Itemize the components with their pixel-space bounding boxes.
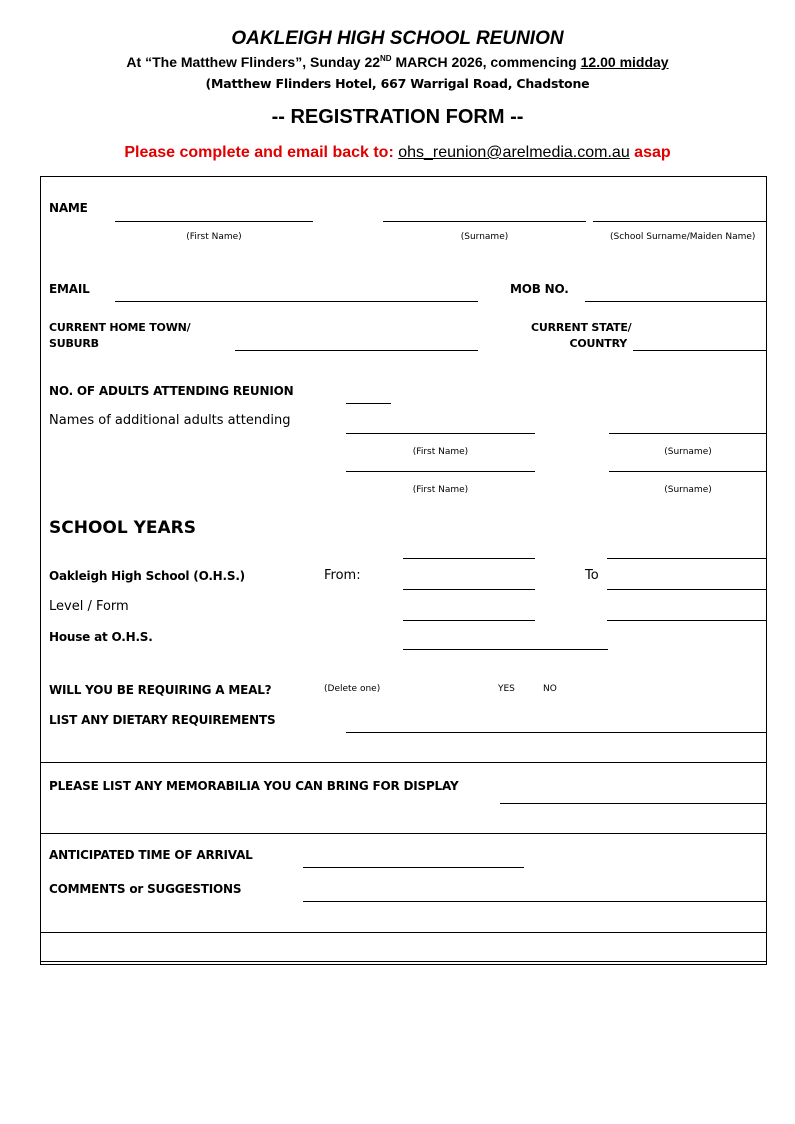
additional-surname-caption-2: (Surname) bbox=[664, 485, 712, 495]
dietary-label: LIST ANY DIETARY REQUIREMENTS bbox=[49, 713, 276, 727]
comments-label: COMMENTS or SUGGESTIONS bbox=[49, 882, 242, 896]
school-years-line-b[interactable] bbox=[607, 558, 767, 559]
from-label: From: bbox=[324, 568, 361, 583]
surname-field[interactable] bbox=[383, 221, 586, 222]
first-name-caption: (First Name) bbox=[186, 232, 242, 242]
adults-attending-label: NO. OF ADULTS ATTENDING REUNION bbox=[49, 384, 294, 398]
additional-first-name-2[interactable] bbox=[346, 471, 535, 472]
house-label: House at O.H.S. bbox=[49, 630, 153, 644]
email-link[interactable]: ohs_reunion@arelmedia.com.au bbox=[398, 144, 630, 161]
from-year-field[interactable] bbox=[403, 589, 535, 590]
memorabilia-field[interactable] bbox=[500, 803, 767, 804]
school-years-line-a[interactable] bbox=[403, 558, 535, 559]
venue-address: (Matthew Flinders Hotel, 667 Warrigal Road, Chadstone bbox=[205, 76, 590, 91]
name-label: NAME bbox=[49, 201, 88, 215]
dietary-field[interactable] bbox=[346, 732, 767, 733]
state-label-line2: COUNTRY bbox=[569, 337, 627, 350]
state-label bbox=[531, 320, 632, 352]
email-field[interactable] bbox=[115, 301, 478, 302]
maiden-name-field[interactable] bbox=[593, 221, 767, 222]
level-form-label: Level / Form bbox=[49, 599, 129, 614]
registration-form-heading: -- REGISTRATION FORM -- bbox=[271, 106, 524, 128]
meal-label: WILL YOU BE REQUIRING A MEAL? bbox=[49, 683, 272, 697]
first-name-field[interactable] bbox=[115, 221, 313, 222]
additional-first-caption-2: (First Name) bbox=[412, 485, 469, 495]
home-town-label bbox=[49, 320, 190, 352]
home-town-label-line1: CURRENT HOME TOWN/ bbox=[49, 321, 191, 334]
additional-surname-caption-1: (Surname) bbox=[664, 447, 712, 457]
additional-surname-2[interactable] bbox=[609, 471, 767, 472]
state-label-line1: CURRENT STATE/ bbox=[531, 321, 632, 334]
event-middle: MARCH 2026, commencing bbox=[391, 54, 581, 70]
home-town-field[interactable] bbox=[235, 350, 478, 351]
email-suffix: asap bbox=[629, 144, 671, 161]
state-country-field[interactable] bbox=[633, 350, 767, 351]
arrival-label: ANTICIPATED TIME OF ARRIVAL bbox=[49, 848, 253, 862]
email-prefix: Please complete and email back to: bbox=[124, 144, 399, 161]
maiden-name-caption: (School Surname/Maiden Name) bbox=[610, 232, 756, 242]
to-year-field[interactable] bbox=[607, 589, 767, 590]
additional-surname-1[interactable] bbox=[609, 433, 767, 434]
arrival-time-field[interactable] bbox=[303, 867, 524, 868]
event-prefix: At “The Matthew Flinders”, Sunday 22 bbox=[126, 54, 381, 70]
comments-field[interactable] bbox=[303, 901, 767, 902]
meal-yes-option[interactable]: YES bbox=[498, 684, 515, 694]
mobile-field[interactable] bbox=[585, 301, 767, 302]
additional-first-name-1[interactable] bbox=[346, 433, 535, 434]
home-town-label-line2: SUBURB bbox=[49, 337, 99, 350]
event-date-suffix: ND bbox=[380, 54, 392, 63]
meal-no-option[interactable]: NO bbox=[543, 684, 557, 694]
level-from-field[interactable] bbox=[403, 620, 535, 621]
additional-first-caption-1: (First Name) bbox=[412, 447, 469, 457]
event-time: 12.00 midday bbox=[580, 54, 669, 70]
email-instruction bbox=[0, 144, 795, 162]
ohs-label: Oakleigh High School (O.H.S.) bbox=[49, 569, 245, 583]
to-label: To bbox=[585, 568, 599, 583]
section-divider-3 bbox=[40, 932, 767, 933]
email-label: EMAIL bbox=[49, 282, 90, 296]
section-divider-1 bbox=[40, 762, 767, 763]
adults-count-field[interactable] bbox=[346, 403, 391, 404]
memorabilia-label: PLEASE LIST ANY MEMORABILIA YOU CAN BRING FOR DISPLAY bbox=[49, 779, 459, 793]
school-years-heading: SCHOOL YEARS bbox=[49, 518, 197, 538]
delete-one-note: (Delete one) bbox=[324, 684, 381, 694]
house-field[interactable] bbox=[403, 649, 608, 650]
bottom-double-rule bbox=[40, 961, 767, 962]
mob-label: MOB NO. bbox=[510, 282, 569, 296]
form-title: OAKLEIGH HIGH SCHOOL REUNION bbox=[231, 28, 564, 49]
event-details bbox=[0, 54, 795, 70]
surname-caption: (Surname) bbox=[460, 232, 509, 242]
additional-adults-label: Names of additional adults attending bbox=[49, 413, 291, 428]
section-divider-2 bbox=[40, 833, 767, 834]
level-to-field[interactable] bbox=[607, 620, 767, 621]
